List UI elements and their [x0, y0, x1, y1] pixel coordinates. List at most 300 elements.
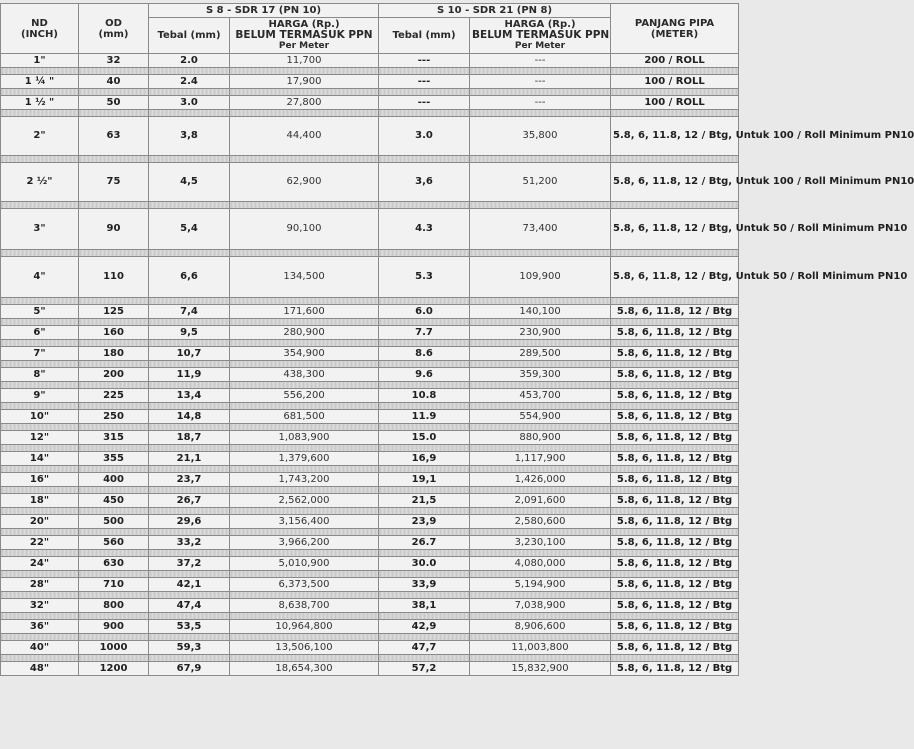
tebal-pn10-cell: 59,3: [149, 641, 230, 655]
separator-cell: [379, 298, 470, 305]
tebal-pn8-cell: ---: [379, 75, 470, 89]
separator-cell: [79, 298, 149, 305]
separator-cell: [230, 156, 379, 163]
separator-cell: [79, 508, 149, 515]
tebal-pn8-cell: 10.8: [379, 389, 470, 403]
separator-cell: [379, 403, 470, 410]
separator-cell: [230, 592, 379, 599]
nd-cell: 36": [1, 620, 79, 634]
separator-cell: [1, 529, 79, 536]
separator-cell: [611, 550, 739, 557]
table-row: [1, 557, 739, 571]
harga-pn10-cell: 1,743,200: [230, 473, 379, 487]
od-cell: 400: [79, 473, 149, 487]
separator-cell: [1, 89, 79, 96]
nd-cell: 6": [1, 326, 79, 340]
separator-cell: [1, 634, 79, 641]
separator-cell: [379, 156, 470, 163]
tebal-pn10-cell: 11,9: [149, 368, 230, 382]
header-group-pn8: S 10 - SDR 21 (PN 8): [379, 4, 611, 18]
separator-cell: [149, 634, 230, 641]
separator-cell: [79, 156, 149, 163]
panjang-cell: 5.8, 6, 11.8, 12 / Btg, Untuk 50 / Roll Minimum PN10: [611, 209, 739, 250]
separator-cell: [611, 68, 739, 75]
table-row: [1, 494, 739, 508]
separator-cell: [379, 529, 470, 536]
separator-cell: [230, 466, 379, 473]
panjang-cell: 5.8, 6, 11.8, 12 / Btg, Untuk 50 / Roll Minimum PN10: [611, 257, 739, 298]
nd-cell: 3": [1, 209, 79, 250]
separator-cell: [1, 340, 79, 347]
header-nd: ND (INCH): [1, 4, 79, 54]
separator-cell: [379, 319, 470, 326]
header-harga-pn10: [230, 18, 379, 54]
harga-pn10-cell: 11,700: [230, 54, 379, 68]
harga-pn10-cell: 90,100: [230, 209, 379, 250]
harga-pn10-cell: 280,900: [230, 326, 379, 340]
tebal-pn10-cell: 7,4: [149, 305, 230, 319]
table-row: [1, 54, 739, 68]
row-separator: [1, 571, 739, 578]
od-cell: 180: [79, 347, 149, 361]
separator-cell: [79, 361, 149, 368]
row-separator: [1, 250, 739, 257]
separator-cell: [1, 68, 79, 75]
separator-cell: [79, 571, 149, 578]
separator-cell: [1, 424, 79, 431]
separator-cell: [1, 361, 79, 368]
row-separator: [1, 466, 739, 473]
separator-cell: [149, 202, 230, 209]
tebal-pn10-cell: 13,4: [149, 389, 230, 403]
separator-cell: [470, 424, 611, 431]
panjang-cell: 5.8, 6, 11.8, 12 / Btg: [611, 578, 739, 592]
table-row: [1, 75, 739, 89]
separator-cell: [1, 466, 79, 473]
harga-pn10-cell: 27,800: [230, 96, 379, 110]
harga-pn8-cell: 880,900: [470, 431, 611, 445]
separator-cell: [611, 529, 739, 536]
separator-cell: [149, 571, 230, 578]
separator-cell: [611, 613, 739, 620]
separator-cell: [611, 382, 739, 389]
row-separator: [1, 445, 739, 452]
od-cell: 75: [79, 163, 149, 202]
panjang-cell: 5.8, 6, 11.8, 12 / Btg: [611, 620, 739, 634]
panjang-cell: 5.8, 6, 11.8, 12 / Btg: [611, 368, 739, 382]
harga-pn10-cell: 62,900: [230, 163, 379, 202]
separator-cell: [379, 89, 470, 96]
separator-cell: [611, 445, 739, 452]
nd-cell: 1 ¼ ": [1, 75, 79, 89]
panjang-cell: 100 / ROLL: [611, 96, 739, 110]
tebal-pn10-cell: 14,8: [149, 410, 230, 424]
harga-pn8-cell: 35,800: [470, 117, 611, 156]
separator-cell: [149, 592, 230, 599]
separator-cell: [149, 529, 230, 536]
tebal-pn10-cell: 4,5: [149, 163, 230, 202]
separator-cell: [611, 466, 739, 473]
separator-cell: [149, 487, 230, 494]
table-row: [1, 305, 739, 319]
tebal-pn8-cell: 7.7: [379, 326, 470, 340]
header-od: OD (mm): [79, 4, 149, 54]
separator-cell: [230, 571, 379, 578]
tebal-pn8-cell: 8.6: [379, 347, 470, 361]
tebal-pn10-cell: 26,7: [149, 494, 230, 508]
tebal-pn8-cell: 3,6: [379, 163, 470, 202]
tebal-pn8-cell: ---: [379, 54, 470, 68]
od-cell: 63: [79, 117, 149, 156]
separator-cell: [79, 655, 149, 662]
od-cell: 225: [79, 389, 149, 403]
separator-cell: [79, 466, 149, 473]
separator-cell: [230, 655, 379, 662]
table-row: [1, 163, 739, 202]
row-separator: [1, 340, 739, 347]
separator-cell: [379, 508, 470, 515]
separator-cell: [1, 445, 79, 452]
separator-cell: [611, 298, 739, 305]
row-separator: [1, 110, 739, 117]
harga-pn10-cell: 171,600: [230, 305, 379, 319]
od-cell: 1200: [79, 662, 149, 676]
table-row: [1, 641, 739, 655]
od-cell: 900: [79, 620, 149, 634]
tebal-pn8-cell: ---: [379, 96, 470, 110]
harga-pn8-cell: 230,900: [470, 326, 611, 340]
separator-cell: [149, 319, 230, 326]
od-cell: 315: [79, 431, 149, 445]
separator-cell: [470, 89, 611, 96]
row-separator: [1, 592, 739, 599]
harga-pn8-cell: 359,300: [470, 368, 611, 382]
harga-pn10-cell: 5,010,900: [230, 557, 379, 571]
harga-pn8-cell: 51,200: [470, 163, 611, 202]
tebal-pn10-cell: 5,4: [149, 209, 230, 250]
separator-cell: [149, 250, 230, 257]
separator-cell: [230, 550, 379, 557]
harga-pn10-cell: 3,156,400: [230, 515, 379, 529]
separator-cell: [230, 89, 379, 96]
tebal-pn10-cell: 67,9: [149, 662, 230, 676]
separator-cell: [470, 529, 611, 536]
harga-line3: Per Meter: [514, 41, 566, 51]
panjang-cell: 5.8, 6, 11.8, 12 / Btg: [611, 326, 739, 340]
separator-cell: [1, 156, 79, 163]
od-cell: 110: [79, 257, 149, 298]
separator-cell: [470, 466, 611, 473]
separator-cell: [379, 250, 470, 257]
harga-pn10-cell: 681,500: [230, 410, 379, 424]
harga-pn10-cell: 10,964,800: [230, 620, 379, 634]
separator-cell: [230, 487, 379, 494]
separator-cell: [611, 361, 739, 368]
separator-cell: [230, 634, 379, 641]
separator-cell: [379, 361, 470, 368]
tebal-pn8-cell: 19,1: [379, 473, 470, 487]
separator-cell: [470, 110, 611, 117]
table-row: [1, 257, 739, 298]
separator-cell: [379, 382, 470, 389]
separator-cell: [1, 571, 79, 578]
tebal-pn10-cell: 3.0: [149, 96, 230, 110]
od-cell: 1000: [79, 641, 149, 655]
harga-pn8-cell: 8,906,600: [470, 620, 611, 634]
table-row: [1, 599, 739, 613]
tebal-pn8-cell: 42,9: [379, 620, 470, 634]
tebal-pn10-cell: 18,7: [149, 431, 230, 445]
od-cell: 250: [79, 410, 149, 424]
nd-cell: 9": [1, 389, 79, 403]
separator-cell: [379, 110, 470, 117]
tebal-pn10-cell: 29,6: [149, 515, 230, 529]
panjang-cell: 200 / ROLL: [611, 54, 739, 68]
tebal-pn8-cell: 9.6: [379, 368, 470, 382]
separator-cell: [1, 403, 79, 410]
tebal-pn8-cell: 33,9: [379, 578, 470, 592]
separator-cell: [79, 340, 149, 347]
tebal-pn8-cell: 26.7: [379, 536, 470, 550]
od-cell: 32: [79, 54, 149, 68]
separator-cell: [1, 508, 79, 515]
od-cell: 450: [79, 494, 149, 508]
separator-cell: [470, 340, 611, 347]
separator-cell: [79, 202, 149, 209]
separator-cell: [230, 382, 379, 389]
nd-cell: 18": [1, 494, 79, 508]
harga-pn10-cell: 1,379,600: [230, 452, 379, 466]
header-group-pn10: S 8 - SDR 17 (PN 10): [149, 4, 379, 18]
separator-cell: [611, 89, 739, 96]
tebal-pn10-cell: 23,7: [149, 473, 230, 487]
tebal-pn10-cell: 2.0: [149, 54, 230, 68]
harga-line2: BELUM TERMASUK PPN: [235, 29, 373, 41]
separator-cell: [149, 361, 230, 368]
separator-cell: [230, 508, 379, 515]
harga-pn10-cell: 438,300: [230, 368, 379, 382]
separator-cell: [611, 508, 739, 515]
separator-cell: [470, 361, 611, 368]
separator-cell: [149, 340, 230, 347]
tebal-pn8-cell: 57,2: [379, 662, 470, 676]
harga-pn8-cell: 73,400: [470, 209, 611, 250]
separator-cell: [470, 202, 611, 209]
panjang-cell: 5.8, 6, 11.8, 12 / Btg: [611, 557, 739, 571]
harga-pn8-cell: ---: [470, 54, 611, 68]
separator-cell: [149, 613, 230, 620]
row-separator: [1, 424, 739, 431]
separator-cell: [149, 298, 230, 305]
separator-cell: [611, 319, 739, 326]
separator-cell: [470, 403, 611, 410]
harga-pn8-cell: 11,003,800: [470, 641, 611, 655]
separator-cell: [470, 550, 611, 557]
row-separator: [1, 382, 739, 389]
separator-cell: [149, 156, 230, 163]
separator-cell: [1, 382, 79, 389]
separator-cell: [79, 319, 149, 326]
table-row: [1, 117, 739, 156]
harga-pn8-cell: 554,900: [470, 410, 611, 424]
separator-cell: [470, 613, 611, 620]
tebal-pn10-cell: 2.4: [149, 75, 230, 89]
separator-cell: [79, 487, 149, 494]
harga-pn8-cell: 4,080,000: [470, 557, 611, 571]
harga-pn8-cell: 7,038,900: [470, 599, 611, 613]
od-cell: 50: [79, 96, 149, 110]
harga-pn10-cell: 17,900: [230, 75, 379, 89]
separator-cell: [611, 424, 739, 431]
separator-cell: [611, 110, 739, 117]
separator-cell: [470, 592, 611, 599]
nd-cell: 7": [1, 347, 79, 361]
separator-cell: [149, 508, 230, 515]
separator-cell: [230, 202, 379, 209]
nd-cell: 1 ½ ": [1, 96, 79, 110]
nd-cell: 28": [1, 578, 79, 592]
harga-pn10-cell: 2,562,000: [230, 494, 379, 508]
harga-pn10-cell: 556,200: [230, 389, 379, 403]
separator-cell: [230, 424, 379, 431]
separator-cell: [611, 202, 739, 209]
separator-cell: [79, 445, 149, 452]
harga-pn10-cell: 13,506,100: [230, 641, 379, 655]
separator-cell: [149, 655, 230, 662]
harga-pn10-cell: 44,400: [230, 117, 379, 156]
separator-cell: [79, 403, 149, 410]
panjang-cell: 5.8, 6, 11.8, 12 / Btg, Untuk 100 / Roll Minimum PN10: [611, 117, 739, 156]
separator-cell: [611, 403, 739, 410]
table-row: [1, 452, 739, 466]
harga-pn10-cell: 134,500: [230, 257, 379, 298]
nd-cell: 4": [1, 257, 79, 298]
tebal-pn10-cell: 33,2: [149, 536, 230, 550]
nd-cell: 2 ½": [1, 163, 79, 202]
row-separator: [1, 298, 739, 305]
separator-cell: [379, 487, 470, 494]
separator-cell: [470, 445, 611, 452]
harga-pn10-cell: 3,966,200: [230, 536, 379, 550]
separator-cell: [379, 68, 470, 75]
nd-cell: 2": [1, 117, 79, 156]
separator-cell: [470, 68, 611, 75]
row-separator: [1, 487, 739, 494]
separator-cell: [230, 403, 379, 410]
harga-pn8-cell: 289,500: [470, 347, 611, 361]
harga-pn8-cell: 2,580,600: [470, 515, 611, 529]
harga-pn10-cell: 354,900: [230, 347, 379, 361]
separator-cell: [79, 250, 149, 257]
harga-line1: HARGA (Rp.): [504, 19, 576, 30]
table-row: [1, 662, 739, 676]
separator-cell: [1, 550, 79, 557]
separator-cell: [230, 361, 379, 368]
tebal-pn10-cell: 6,6: [149, 257, 230, 298]
separator-cell: [79, 634, 149, 641]
harga-pn8-cell: 453,700: [470, 389, 611, 403]
table-row: [1, 389, 739, 403]
panjang-cell: 100 / ROLL: [611, 75, 739, 89]
separator-cell: [230, 110, 379, 117]
tebal-pn10-cell: 3,8: [149, 117, 230, 156]
od-cell: 90: [79, 209, 149, 250]
panjang-cell: 5.8, 6, 11.8, 12 / Btg: [611, 431, 739, 445]
row-separator: [1, 550, 739, 557]
separator-cell: [149, 403, 230, 410]
separator-cell: [470, 382, 611, 389]
od-cell: 560: [79, 536, 149, 550]
panjang-cell: 5.8, 6, 11.8, 12 / Btg, Untuk 100 / Roll Minimum PN10: [611, 163, 739, 202]
panjang-cell: 5.8, 6, 11.8, 12 / Btg: [611, 641, 739, 655]
harga-line3: Per Meter: [278, 41, 330, 51]
separator-cell: [1, 592, 79, 599]
separator-cell: [470, 250, 611, 257]
tebal-pn8-cell: 11.9: [379, 410, 470, 424]
separator-cell: [379, 202, 470, 209]
separator-cell: [611, 156, 739, 163]
panjang-cell: 5.8, 6, 11.8, 12 / Btg: [611, 452, 739, 466]
nd-cell: 22": [1, 536, 79, 550]
table-row: [1, 347, 739, 361]
harga-pn8-cell: 1,117,900: [470, 452, 611, 466]
separator-cell: [149, 424, 230, 431]
harga-pn10-cell: 18,654,300: [230, 662, 379, 676]
table-row: [1, 326, 739, 340]
header-harga-pn8: [470, 18, 611, 54]
harga-pn8-cell: 3,230,100: [470, 536, 611, 550]
separator-cell: [611, 250, 739, 257]
separator-cell: [379, 550, 470, 557]
harga-pn10-cell: 8,638,700: [230, 599, 379, 613]
separator-cell: [470, 319, 611, 326]
separator-cell: [1, 202, 79, 209]
separator-cell: [379, 655, 470, 662]
harga-pn8-cell: 109,900: [470, 257, 611, 298]
nd-cell: 24": [1, 557, 79, 571]
od-cell: 710: [79, 578, 149, 592]
nd-cell: 5": [1, 305, 79, 319]
od-cell: 125: [79, 305, 149, 319]
tebal-pn10-cell: 42,1: [149, 578, 230, 592]
row-separator: [1, 655, 739, 662]
separator-cell: [611, 655, 739, 662]
separator-cell: [149, 110, 230, 117]
separator-cell: [1, 250, 79, 257]
separator-cell: [79, 68, 149, 75]
panjang-cell: 5.8, 6, 11.8, 12 / Btg: [611, 494, 739, 508]
separator-cell: [149, 89, 230, 96]
separator-cell: [611, 592, 739, 599]
tebal-pn8-cell: 21,5: [379, 494, 470, 508]
nd-cell: 1": [1, 54, 79, 68]
tebal-pn10-cell: 9,5: [149, 326, 230, 340]
tebal-pn10-cell: 21,1: [149, 452, 230, 466]
panjang-cell: 5.8, 6, 11.8, 12 / Btg: [611, 599, 739, 613]
separator-cell: [149, 445, 230, 452]
separator-cell: [230, 340, 379, 347]
panjang-cell: 5.8, 6, 11.8, 12 / Btg: [611, 389, 739, 403]
tebal-pn10-cell: 37,2: [149, 557, 230, 571]
separator-cell: [149, 68, 230, 75]
table-row: [1, 96, 739, 110]
harga-pn10-cell: 1,083,900: [230, 431, 379, 445]
tebal-pn8-cell: 5.3: [379, 257, 470, 298]
separator-cell: [79, 529, 149, 536]
table-row: [1, 620, 739, 634]
panjang-cell: 5.8, 6, 11.8, 12 / Btg: [611, 662, 739, 676]
tebal-pn8-cell: 3.0: [379, 117, 470, 156]
